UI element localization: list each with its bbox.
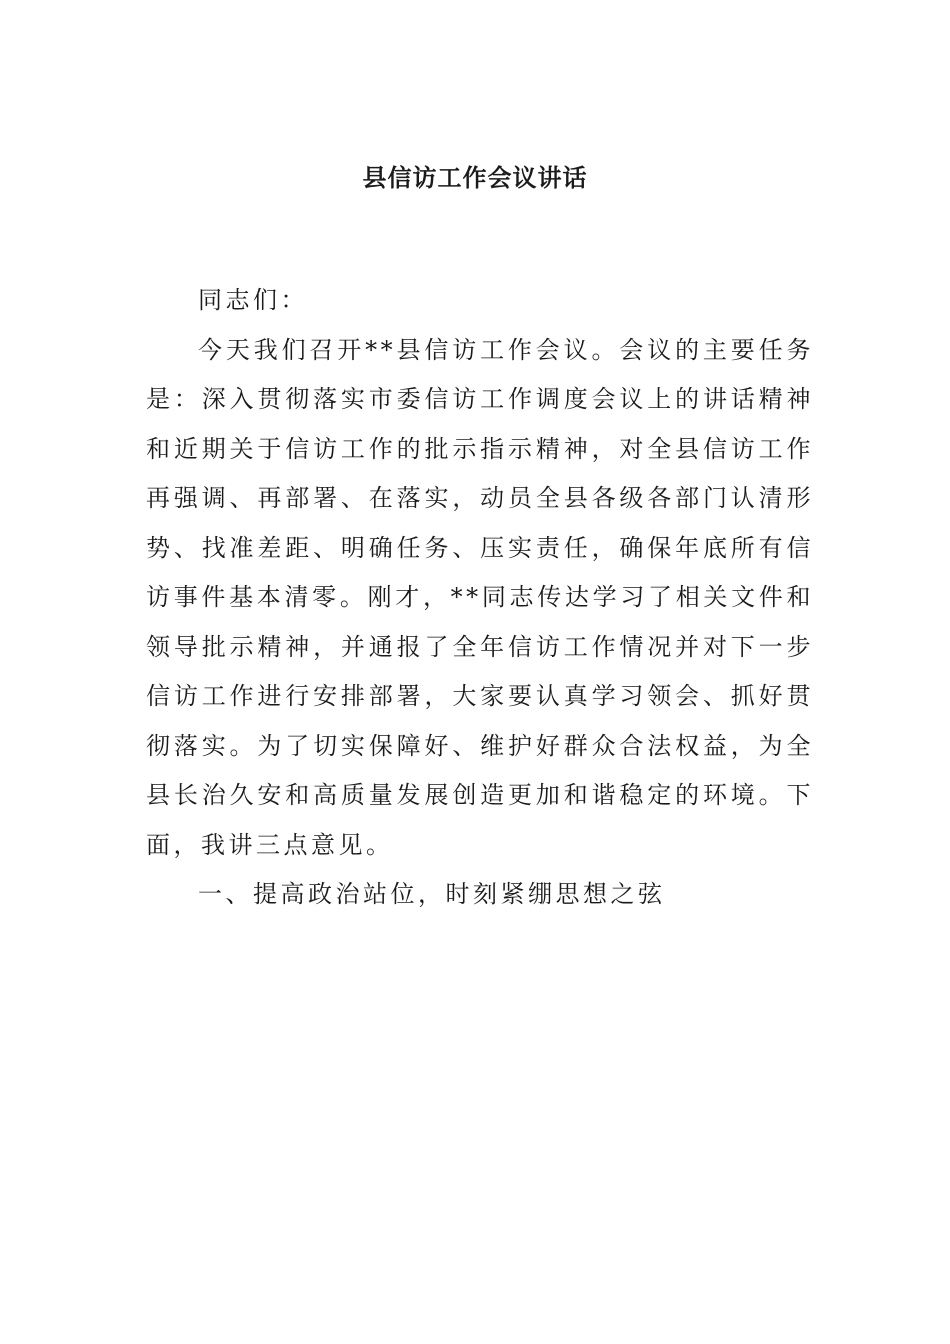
salutation-paragraph: 同志们： [198, 286, 308, 314]
document-body [146, 276, 814, 920]
intro-paragraph: 今天我们召开**县信访工作会议。会议的主要任务是：深入贯彻落实市委信访工作调度会议上的讲话精神和近期关于信访工作的批示指示精神，对全县信访工作再强调、再部署、在落实，动员全县各级各部门认清形势、找准差距、明确任务、压实责任，确保年底所有信访事件基本清零。刚才，**同志传达学习了相关文件和领导批示精神，并通报了全年信访工作情况并对下一步信访工作进行安排部署，大家要认真学习领会、抓好贯彻落实。为了切实保障好、维护好群众合法权益，为全县长治久安和高质量发展创造更加和谐稳定的环境。下面，我讲三点意见。 [146, 335, 814, 859]
document-title: 县信访工作会议讲话 [362, 163, 588, 192]
section-heading-1: 一、提高政治站位，时刻紧绷思想之弦 [198, 880, 666, 908]
